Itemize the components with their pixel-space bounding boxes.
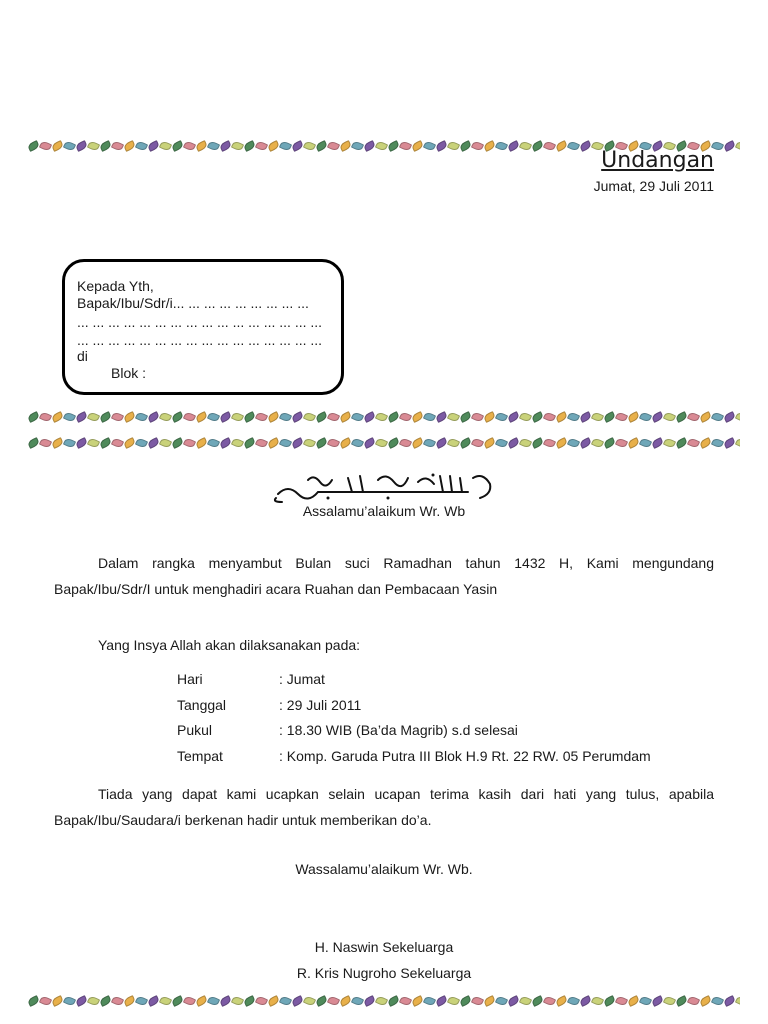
leaf-ornament [579,411,592,423]
leaf-ornament [207,437,220,449]
leaf-ornament [87,140,100,152]
leaf-ornament [39,140,52,152]
leaf-ornament [303,411,316,423]
leaf-ornament [375,411,388,423]
leaf-ornament [375,437,388,449]
leaf-ornament [28,995,40,1007]
leaf-ornament [243,411,256,423]
paragraph-invitation-text: Dalam rangka menyambut Bulan suci Ramadhan tahun 1432 H, Kami mengundang Bapak/Ibu/Sdr/I untuk menghadiri acara Ruahan dan Pembacaan Yasin [54,555,714,597]
leaf-ornament [411,995,424,1007]
leaf-ornament [603,411,616,423]
leaf-ornament [87,995,100,1007]
letter-date: Jumat, 29 Juli 2011 [593,178,714,194]
leaf-ornament [28,411,40,423]
leaf-ornament [363,995,376,1007]
leaf-ornament [315,995,328,1007]
leaf-ornament [387,411,400,423]
leaf-ornament [555,995,568,1007]
address-box [62,259,344,395]
leaf-ornament [627,437,640,449]
leaf-ornament [267,411,280,423]
leaf-ornament [51,437,64,449]
leaf-ornament [651,995,664,1007]
leaf-ornament [87,411,100,423]
leaf-ornament [459,411,472,423]
leaf-ornament [675,995,688,1007]
leaf-ornament [195,437,208,449]
leaf-ornament [567,437,580,449]
leaf-ornament [207,140,220,152]
signature-line-2: R. Kris Nugroho Sekeluarga [296,965,472,981]
leaf-ornament [411,140,424,152]
leaf-ornament [171,411,184,423]
leaf-ornament [219,140,232,152]
leaf-ornament [555,411,568,423]
leaf-border-middle-1 [28,410,740,424]
leaf-ornament [735,995,740,1007]
leaf-ornament [363,411,376,423]
leaf-ornament [423,437,436,449]
leaf-ornament [531,437,544,449]
leaf-ornament [483,437,496,449]
leaf-ornament [663,437,676,449]
leaf-ornament [183,140,196,152]
leaf-ornament [351,437,364,449]
leaf-ornament [627,995,640,1007]
leaf-ornament [123,140,136,152]
leaf-ornament [51,995,64,1007]
leaf-ornament [267,995,280,1007]
paragraph-schedule-intro: Yang Insya Allah akan dilaksanakan pada: [98,637,361,653]
leaf-ornament [99,140,112,152]
leaf-ornament [75,411,88,423]
leaf-ornament [615,411,628,423]
leaf-ornament [243,995,256,1007]
leaf-ornament [579,437,592,449]
leaf-ornament [159,995,172,1007]
greeting: Assalamu’alaikum Wr. Wb [302,503,466,519]
leaf-ornament [567,411,580,423]
leaf-ornament [243,140,256,152]
leaf-ornament [651,411,664,423]
closing: Wassalamu’alaikum Wr. Wb. [295,861,473,877]
leaf-ornament [147,437,160,449]
leaf-ornament [123,437,136,449]
leaf-ornament [459,995,472,1007]
leaf-ornament [279,437,292,449]
leaf-ornament [28,140,40,152]
leaf-border-bottom [28,994,740,1008]
page-title: Undangan [601,148,714,173]
leaf-ornament [135,437,148,449]
leaf-ornament [435,995,448,1007]
leaf-ornament [63,437,76,449]
leaf-ornament [519,411,532,423]
leaf-ornament [615,437,628,449]
leaf-ornament [711,995,724,1007]
leaf-ornament [339,411,352,423]
leaf-ornament [327,411,340,423]
leaf-ornament [291,140,304,152]
leaf-ornament [315,140,328,152]
leaf-ornament [255,437,268,449]
leaf-border-middle-2 [28,436,740,450]
leaf-ornament [219,437,232,449]
leaf-ornament [291,437,304,449]
leaf-ornament [51,411,64,423]
leaf-ornament [735,437,740,449]
leaf-ornament [303,437,316,449]
leaf-ornament [135,411,148,423]
detail-label: Hari [177,671,203,687]
leaf-ornament [207,995,220,1007]
leaf-ornament [627,411,640,423]
leaf-ornament [507,437,520,449]
detail-label: Pukul [177,722,213,738]
leaf-ornament [219,995,232,1007]
address-blok: Blok : [111,365,147,381]
leaf-ornament [711,411,724,423]
leaf-ornament [123,995,136,1007]
detail-value: : 18.30 WIB (Ba’da Magrib) s.d selesai [279,722,518,738]
leaf-ornament [111,140,124,152]
leaf-ornament [411,437,424,449]
leaf-ornament [279,140,292,152]
leaf-ornament [147,411,160,423]
leaf-ornament [243,437,256,449]
leaf-ornament [495,140,508,152]
leaf-ornament [363,140,376,152]
leaf-ornament [123,411,136,423]
leaf-ornament [351,140,364,152]
leaf-ornament [435,411,448,423]
leaf-ornament [63,995,76,1007]
leaf-ornament [567,140,580,152]
leaf-ornament [723,140,736,152]
leaf-ornament [171,437,184,449]
leaf-ornament [255,140,268,152]
leaf-ornament [159,140,172,152]
address-salutation: Kepada Yth, [77,278,154,294]
paragraph-invitation [54,550,714,602]
leaf-ornament [303,140,316,152]
leaf-ornament [351,411,364,423]
detail-label: Tanggal [177,697,227,713]
leaf-ornament [555,140,568,152]
leaf-ornament [699,995,712,1007]
leaf-ornament [51,140,64,152]
leaf-ornament [195,995,208,1007]
leaf-ornament [339,140,352,152]
leaf-ornament [507,140,520,152]
leaf-ornament [411,411,424,423]
leaf-ornament [387,140,400,152]
leaf-ornament [507,995,520,1007]
leaf-ornament [507,411,520,423]
leaf-ornament [495,995,508,1007]
leaf-ornament [723,995,736,1007]
leaf-ornament [663,995,676,1007]
leaf-ornament [447,411,460,423]
leaf-ornament [639,437,652,449]
leaf-ornament [483,411,496,423]
signature-line-1: H. Naswin Sekeluarga [314,939,454,955]
leaf-ornament [663,411,676,423]
leaf-ornament [28,437,40,449]
leaf-ornament [639,995,652,1007]
leaf-ornament [75,437,88,449]
leaf-ornament [735,140,740,152]
leaf-ornament [387,995,400,1007]
leaf-ornament [171,995,184,1007]
leaf-ornament [591,437,604,449]
leaf-ornament [399,437,412,449]
leaf-ornament [75,140,88,152]
leaf-ornament [471,140,484,152]
leaf-ornament [471,411,484,423]
leaf-ornament [267,140,280,152]
leaf-ornament [291,995,304,1007]
leaf-ornament [555,437,568,449]
leaf-ornament [651,437,664,449]
leaf-ornament [231,437,244,449]
leaf-ornament [39,995,52,1007]
leaf-ornament [423,140,436,152]
leaf-ornament [423,995,436,1007]
leaf-ornament [399,411,412,423]
leaf-ornament [543,411,556,423]
leaf-ornament [471,995,484,1007]
leaf-ornament [303,995,316,1007]
leaf-ornament [435,140,448,152]
leaf-ornament [339,437,352,449]
leaf-ornament [543,437,556,449]
leaf-ornament [567,995,580,1007]
leaf-ornament [687,411,700,423]
leaf-ornament [375,140,388,152]
leaf-ornament [399,995,412,1007]
leaf-ornament [63,411,76,423]
leaf-ornament [399,140,412,152]
leaf-ornament [531,411,544,423]
leaf-ornament [603,995,616,1007]
leaf-ornament [603,437,616,449]
leaf-ornament [735,411,740,423]
leaf-ornament [327,140,340,152]
leaf-ornament [483,995,496,1007]
leaf-ornament [591,411,604,423]
leaf-ornament [483,140,496,152]
leaf-ornament [375,995,388,1007]
leaf-ornament [111,437,124,449]
leaf-ornament [675,411,688,423]
leaf-ornament [147,995,160,1007]
leaf-ornament [579,140,592,152]
leaf-ornament [135,995,148,1007]
leaf-ornament [147,140,160,152]
bismillah-calligraphy [268,470,498,504]
leaf-ornament [195,411,208,423]
detail-value: : Komp. Garuda Putra III Blok H.9 Rt. 22 RW. 05 Perumdam [279,748,651,764]
leaf-ornament [171,140,184,152]
leaf-ornament [39,437,52,449]
leaf-ornament [231,995,244,1007]
leaf-ornament [459,437,472,449]
leaf-ornament [231,411,244,423]
leaf-ornament [447,995,460,1007]
leaf-ornament [279,411,292,423]
leaf-ornament [687,437,700,449]
leaf-ornament [99,995,112,1007]
leaf-ornament [207,411,220,423]
leaf-ornament [231,140,244,152]
leaf-ornament [543,995,556,1007]
leaf-ornament [699,411,712,423]
leaf-ornament [195,140,208,152]
leaf-ornament [315,437,328,449]
leaf-ornament [639,411,652,423]
leaf-ornament [519,437,532,449]
leaf-ornament [459,140,472,152]
leaf-ornament [699,437,712,449]
leaf-ornament [447,437,460,449]
leaf-ornament [495,437,508,449]
leaf-ornament [363,437,376,449]
leaf-ornament [183,411,196,423]
leaf-ornament [111,995,124,1007]
paragraph-thanks-text: Tiada yang dapat kami ucapkan selain ucapan terima kasih dari hati yang tulus, apabila Bapak/Ibu/Saudara/i berkenan hadir untuk memberikan do’a. [54,786,714,828]
leaf-ornament [99,437,112,449]
leaf-ornament [339,995,352,1007]
leaf-ornament [519,995,532,1007]
address-recipient: Bapak/Ibu/Sdr/i... ... ... ... ... ... ... ... ... [77,295,309,311]
leaf-ornament [543,140,556,152]
leaf-ornament [711,437,724,449]
leaf-ornament [327,437,340,449]
paragraph-thanks [54,781,714,833]
leaf-ornament [315,411,328,423]
detail-value: : Jumat [279,671,325,687]
leaf-ornament [387,437,400,449]
leaf-ornament [723,411,736,423]
leaf-ornament [291,411,304,423]
leaf-ornament [39,411,52,423]
leaf-ornament [63,140,76,152]
leaf-ornament [435,437,448,449]
leaf-ornament [159,411,172,423]
leaf-ornament [519,140,532,152]
leaf-ornament [447,140,460,152]
detail-value: : 29 Juli 2011 [279,697,362,713]
leaf-ornament [675,437,688,449]
leaf-ornament [183,995,196,1007]
leaf-ornament [351,995,364,1007]
address-dots-1: ... ... ... ... ... ... ... ... ... ... ... ... ... ... ... ... [77,314,323,330]
leaf-ornament [423,411,436,423]
leaf-ornament [591,995,604,1007]
leaf-ornament [111,411,124,423]
leaf-ornament [219,411,232,423]
leaf-ornament [255,411,268,423]
detail-label: Tempat [177,748,223,764]
leaf-ornament [255,995,268,1007]
leaf-ornament [579,995,592,1007]
leaf-ornament [267,437,280,449]
leaf-ornament [531,140,544,152]
leaf-ornament [495,411,508,423]
leaf-ornament [159,437,172,449]
leaf-ornament [327,995,340,1007]
leaf-ornament [135,140,148,152]
leaf-ornament [279,995,292,1007]
leaf-ornament [99,411,112,423]
leaf-ornament [183,437,196,449]
leaf-ornament [615,995,628,1007]
leaf-ornament [723,437,736,449]
leaf-ornament [471,437,484,449]
leaf-ornament [87,437,100,449]
leaf-ornament [687,995,700,1007]
leaf-ornament [75,995,88,1007]
address-di: di [77,348,88,364]
leaf-ornament [531,995,544,1007]
address-dots-2: ... ... ... ... ... ... ... ... ... ... ... ... ... ... ... ... [77,332,323,348]
